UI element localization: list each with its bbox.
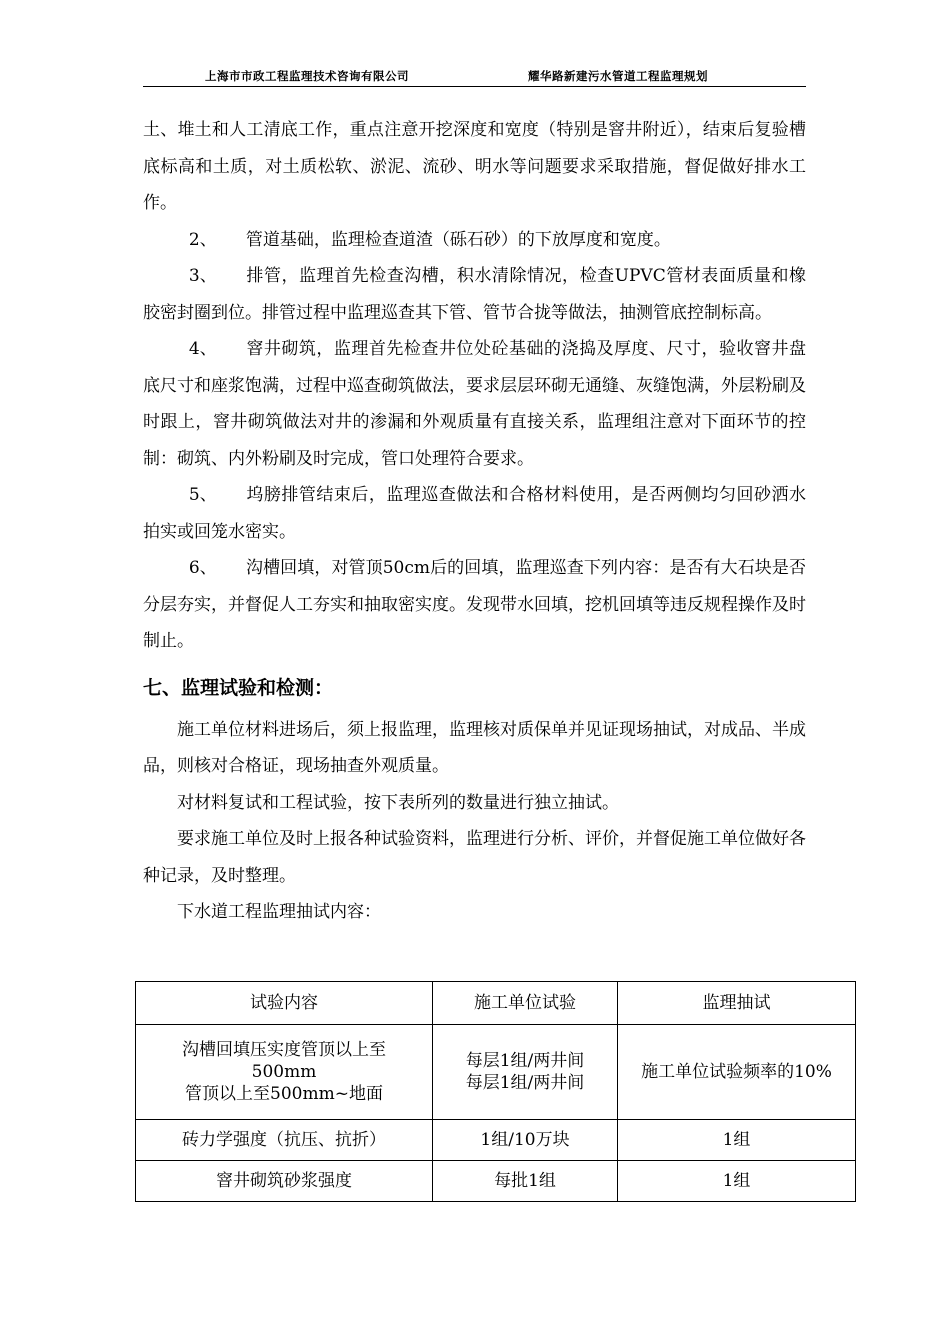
list-item xyxy=(143,331,806,477)
page-header xyxy=(143,68,806,87)
list-item-text: 沟槽回填，对管顶50cm后的回填，监理巡查下列内容：是否有大石块是否分层夯实，并督促人工夯实和抽取密实度。发现带水回填，挖机回填等违反规程操作及时制止。 xyxy=(143,558,806,651)
list-item xyxy=(143,550,806,660)
table-cell: 1组/10万块 xyxy=(433,1120,618,1161)
table-header-row xyxy=(136,982,856,1025)
cell-line: 每层1组/两井间 xyxy=(465,1051,585,1071)
list-item-text: 坞膀排管结束后，监理巡查做法和合格材料使用，是否两侧均匀回砂洒水拍实或回笼水密实。 xyxy=(143,485,806,542)
table-cell: 1组 xyxy=(618,1161,856,1202)
table-caption: 下水道工程监理抽试内容： xyxy=(177,902,381,922)
list-item xyxy=(143,258,806,331)
table-cell: 砖力学强度（抗压、抗折） xyxy=(136,1120,433,1161)
paragraph: 要求施工单位及时上报各种试验资料，监理进行分析、评价，并督促施工单位做好各种记录，及时整理。 xyxy=(143,829,806,886)
cell-line: 管顶以上至500mm~地面 xyxy=(185,1084,383,1104)
table-header-cell: 监理抽试 xyxy=(618,982,856,1025)
list-item-text: 排管，监理首先检查沟槽，积水清除情况，检查UPVC管材表面质量和橡胶密封圈到位。排管过程中监理巡查其下管、管节合拢等做法，抽测管底控制标高。 xyxy=(143,266,806,323)
table-cell: 1组 xyxy=(618,1120,856,1161)
list-item-number: 6、 xyxy=(188,558,217,578)
paragraph: 施工单位材料进场后，须上报监理，监理核对质保单并见证现场抽试，对成品、半成品，则核对合格证，现场抽查外观质量。 xyxy=(143,719,806,776)
table-cell: 每批1组 xyxy=(433,1161,618,1202)
table-cell xyxy=(433,1025,618,1120)
table-header-cell: 施工单位试验 xyxy=(433,982,618,1025)
list-item xyxy=(143,222,806,259)
table-row xyxy=(136,1161,856,1202)
list-item-number: 2、 xyxy=(188,229,217,250)
list-item xyxy=(143,477,806,550)
table-header-cell: 试验内容 xyxy=(136,982,433,1025)
inspection-table xyxy=(135,981,856,1202)
list-item-text: 管道基础，监理检查道渣（砾石砂）的下放厚度和宽度。 xyxy=(245,229,671,250)
list-item-number: 5、 xyxy=(188,485,217,505)
table-row xyxy=(136,1025,856,1120)
table-cell: 施工单位试验频率的10% xyxy=(618,1025,856,1120)
table-cell xyxy=(136,1025,433,1120)
section-title: 七、监理试验和检测： xyxy=(143,676,334,699)
header-project-title: 耀华路新建污水管道工程监理规划 xyxy=(528,69,708,83)
list-item-number: 4、 xyxy=(188,339,217,359)
cell-line: 500mm xyxy=(251,1062,317,1082)
cell-line: 每层1组/两井间 xyxy=(465,1073,585,1093)
table-row xyxy=(136,1120,856,1161)
header-company: 上海市市政工程监理技术咨询有限公司 xyxy=(205,69,409,83)
list-item-text: 窨井砌筑，监理首先检查井位处砼基础的浇捣及厚度、尺寸，验收窨井盘底尺寸和座浆饱满，过程中巡查砌筑做法，要求层层环砌无通缝、灰缝饱满，外层粉刷及时跟上，窨井砌筑做法对井的渗漏和外观质量有直接关系，监理组注意对下面环节的控制：砌筑、内外粉刷及时完成，管口处理符合要求。 xyxy=(143,339,806,469)
paragraph: 对材料复试和工程试验，按下表所列的数量进行独立抽试。 xyxy=(177,792,619,813)
paragraph-continued: 土、堆土和人工清底工作，重点注意开挖深度和宽度（特别是窨井附近），结束后复验槽底标高和土质，对土质松软、淤泥、流砂、明水等问题要求采取措施，督促做好排水工作。 xyxy=(143,120,806,213)
cell-line: 沟槽回填压实度管顶以上至 xyxy=(182,1040,386,1060)
table-cell: 窨井砌筑砂浆强度 xyxy=(136,1161,433,1202)
list-item-number: 3、 xyxy=(188,266,217,286)
body-content xyxy=(143,112,806,931)
